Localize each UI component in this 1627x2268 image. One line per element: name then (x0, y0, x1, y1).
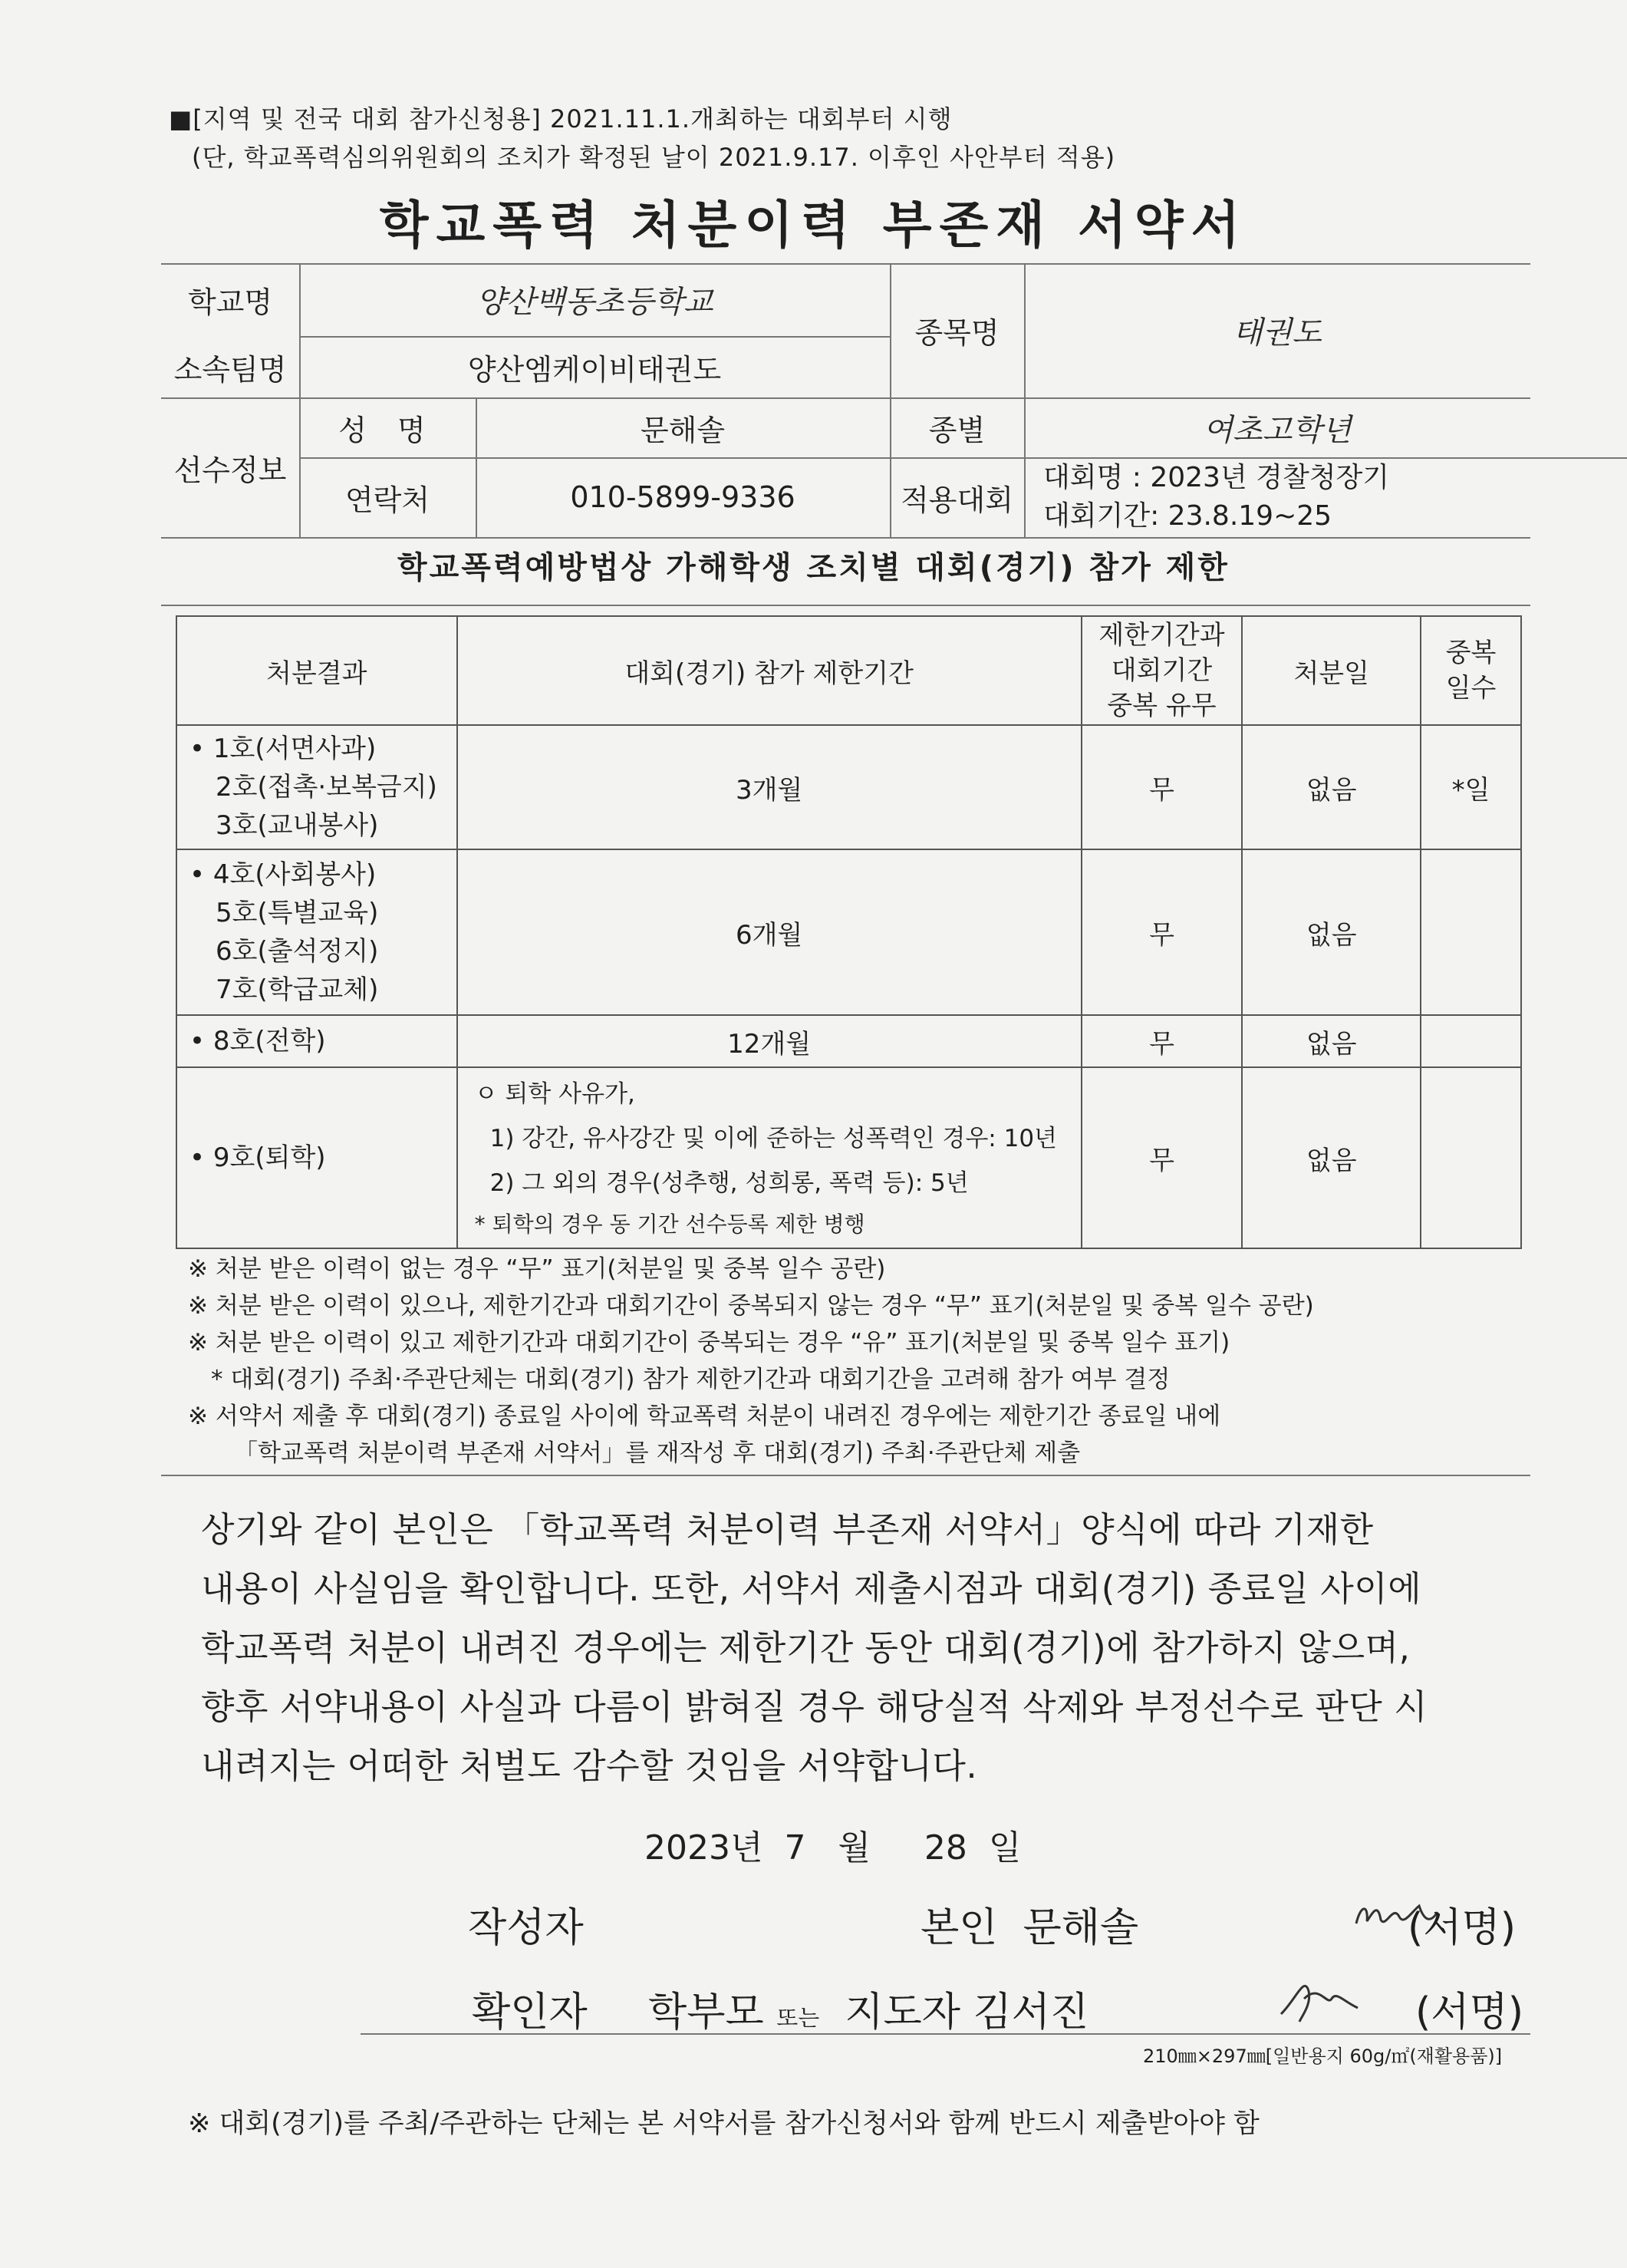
note-1: ※ 처분 받은 이력이 없는 경우 “무” 표기(처분일 및 중복 일수 공란) (188, 1255, 886, 1283)
row2-period: 6개월 (457, 849, 1082, 1015)
row4-period: ㅇ 퇴학 사유가, 1) 강간, 유사강간 및 이에 준하는 성폭력인 경우: 10년 2) 그 외의 경우(성추행, 성희롱, 폭력 등): 5년 * 퇴학의 경우 동 기간 선수등록 제한 병행 (457, 1067, 1082, 1248)
writer-name: 본인 문해솔 (921, 1905, 1139, 1951)
table-row (176, 849, 1521, 1015)
school-label: 학교명 (187, 285, 273, 319)
team-value: 양산엠케이비태권도 (467, 352, 722, 387)
contact-label: 연락처 (344, 483, 430, 517)
row3-period: 12개월 (457, 1015, 1082, 1067)
row2-date: 없음 (1242, 849, 1421, 1015)
confirmer-label: 확인자 (472, 1989, 588, 2036)
row3-overlap: 무 (1082, 1015, 1243, 1067)
note-2: ※ 처분 받은 이력이 있으나, 제한기간과 대회기간이 중복되지 않는 경우 “무” 표기(처분일 및 중복 일수 공란) (188, 1292, 1314, 1320)
row4-overlap: 무 (1082, 1067, 1243, 1248)
class-value: 여초고학년 (1203, 412, 1352, 448)
paper-spec: 210㎜×297㎜[일반용지 60g/㎡(재활용품)] (1143, 2045, 1503, 2067)
confirmer-role: 학부모 또는 지도자 김서진 (648, 1989, 1089, 2036)
row4-items: • 9호(퇴학) (176, 1067, 457, 1248)
writer-label: 작성자 (468, 1905, 584, 1951)
row4-date: 없음 (1242, 1067, 1421, 1248)
row2-days (1421, 849, 1521, 1015)
row1-items: • 1호(서면사과) 2호(접촉·보복금지) 3호(교내봉사) (176, 725, 457, 849)
table-header-row (176, 616, 1521, 725)
row2-items: • 4호(사회봉사) 5호(특별교육) 6호(출석정지) 7호(학급교체) (176, 849, 457, 1015)
event-name: 대회명 : 2023년 경찰청장기 (1043, 462, 1390, 493)
school-value: 양산백동초등학교 (476, 285, 713, 320)
row3-days (1421, 1015, 1521, 1067)
rules-title: 학교폭력예방법상 가해학생 조치별 대회(경기) 참가 제한 (397, 550, 1230, 585)
footnote: ※ 대회(경기)를 주최/주관하는 단체는 본 서약서를 참가신청서와 함께 반드시 제출받아야 함 (188, 2108, 1260, 2139)
note-5: ※ 서약서 제출 후 대회(경기) 종료일 사이에 학교폭력 처분이 내려진 경우에는 제한기간 종료일 내에 (188, 1403, 1221, 1430)
notes-section (188, 1251, 1314, 1472)
team-label: 소속팀명 (173, 352, 287, 387)
row3-date: 없음 (1242, 1015, 1421, 1067)
sport-value: 태권도 (1233, 315, 1322, 351)
header-period: 대회(경기) 참가 제한기간 (457, 616, 1082, 725)
note-4: * 대회(경기) 주최·주관단체는 대회(경기) 참가 제한기간과 대회기간을 고려해 참가 여부 결정 (211, 1366, 1171, 1393)
row1-overlap: 무 (1082, 725, 1243, 849)
contact-value: 010-5899-9336 (570, 480, 795, 514)
header-overlap: 제한기간과 대회기간 중복 유무 (1082, 616, 1243, 725)
name-label: 성 명 (338, 413, 436, 447)
row4-days (1421, 1067, 1521, 1248)
coach-sign-mark: (서명) (1415, 1989, 1524, 2036)
row1-date: 없음 (1242, 725, 1421, 849)
writer-sign-mark: (서명) (1408, 1905, 1517, 1951)
sign-date: 2023년 7 월 28 일 (644, 1828, 1022, 1867)
event-period: 대회기간: 23.8.19~25 (1043, 500, 1332, 532)
table-row (176, 1067, 1521, 1248)
row3-items: • 8호(전학) (176, 1015, 457, 1067)
notice-line-1: ■[지역 및 전국 대회 참가신청용] 2021.11.1.개최하는 대회부터 시행 (169, 104, 953, 134)
document-title: 학교폭력 처분이력 부존재 서약서 (379, 196, 1248, 255)
player-info-label: 선수정보 (173, 453, 287, 487)
header-days: 중복 일수 (1421, 616, 1521, 725)
coach-signature-scribble (1273, 1968, 1365, 2029)
row2-overlap: 무 (1082, 849, 1243, 1015)
name-value: 문해솔 (640, 413, 726, 447)
table-row (176, 725, 1521, 849)
notice-line-2: (단, 학교폭력심의위원회의 조치가 확정된 날이 2021.9.17. 이후인 사안부터 적용) (192, 143, 1116, 172)
header-result: 처분결과 (176, 616, 457, 725)
table-row (176, 1015, 1521, 1067)
note-6: 「학교폭력 처분이력 부존재 서약서」를 재작성 후 대회(경기) 주최·주관단체 제출 (234, 1439, 1081, 1467)
pledge-text: 상기와 같이 본인은 「학교폭력 처분이력 부존재 서약서」양식에 따라 기재한 내용이 사실임을 확인합니다. 또한, 서약서 제출시점과 대회(경기) 종료일 사이에 학교폭력 처분이 내려진 경우에는 제한기간 동안 대회(경기)에 참가하지 않으며, 향후 서약내용이 사실과 다름이 밝혀질 경우 해당실적 삭제와 부정선수로 판단 시 내려지는 어떠한 처벌도 감수할 것임을 서약합니다. (201, 1509, 1428, 1786)
class-label: 종별 (928, 413, 986, 447)
event-details (1043, 459, 1389, 536)
event-label: 적용대회 (901, 483, 1013, 517)
sport-label: 종목명 (914, 316, 1000, 350)
header-date: 처분일 (1242, 616, 1421, 725)
row1-period: 3개월 (457, 725, 1082, 849)
row1-days: *일 (1421, 725, 1521, 849)
sanction-table (176, 615, 1522, 1249)
note-3: ※ 처분 받은 이력이 있고 제한기간과 대회기간이 중복되는 경우 “유” 표기(처분일 및 중복 일수 표기) (188, 1329, 1230, 1357)
